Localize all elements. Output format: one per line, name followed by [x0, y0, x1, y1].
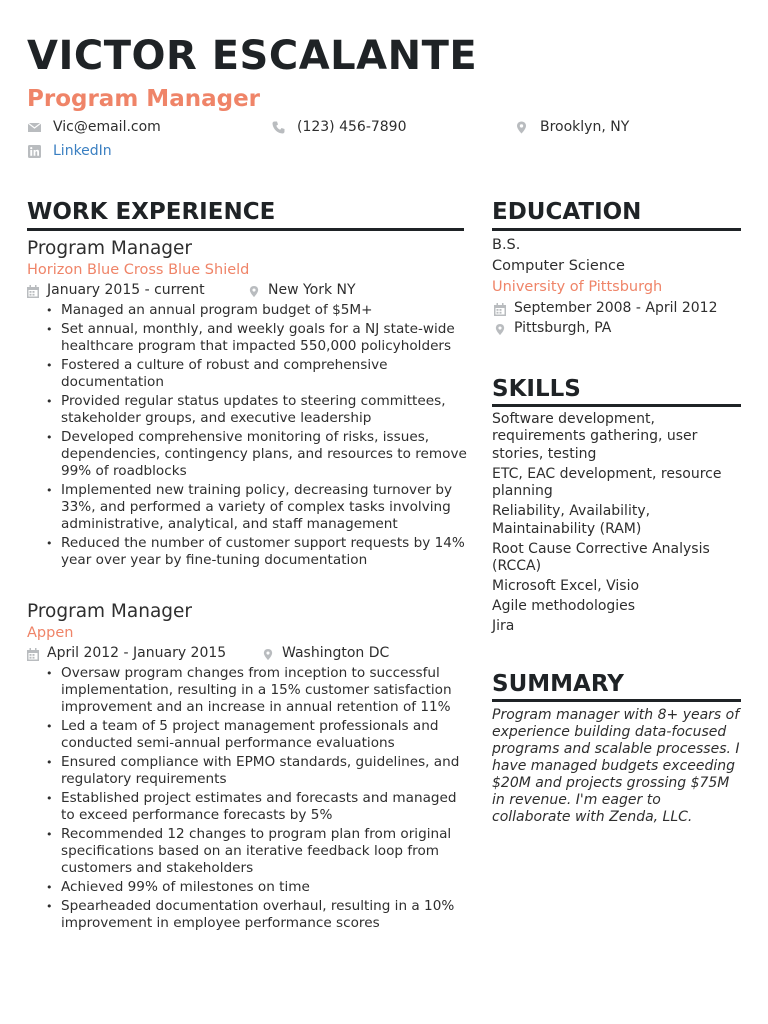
- education-field: Computer Science: [492, 258, 625, 274]
- job-meta: [27, 280, 467, 300]
- job-location: Washington DC: [282, 645, 390, 661]
- job-title: Program Manager: [27, 601, 193, 622]
- job-title: Program Manager: [27, 238, 193, 259]
- map-pin-icon: [515, 121, 528, 134]
- job-bullet: • Provided regular status updates to steering committees, stakeholder groups, and executive leadership: [27, 393, 467, 427]
- skill-item: Reliability, Availability, Maintainability (RAM): [492, 503, 651, 537]
- map-pin-icon: [494, 322, 506, 335]
- skill-item: ETC, EAC development, resource planning: [492, 465, 722, 500]
- job-bullet: • Recommended 12 changes to program plan from original specifications based on an iterative feedback loop from customers and stakeholders: [27, 826, 467, 877]
- resume-role: Program Manager: [27, 86, 261, 112]
- job-bullet: • Achieved 99% of milestones on time: [27, 879, 467, 896]
- education-school: University of Pittsburgh: [492, 279, 663, 295]
- phone-text: (123) 456-7890: [297, 119, 407, 135]
- skill-item: Jira: [492, 618, 515, 635]
- education-location-row: [494, 318, 742, 338]
- summary-text: Program manager with 8+ years of experience building data-focused programs and scalable processes. I have managed budgets exceeding $20M and projects grossing $75M in revenue. I'm eager to collaborate with Zenda, LLC.: [492, 707, 740, 825]
- map-pin-icon: [248, 284, 260, 297]
- contact-linkedin[interactable]: [28, 142, 112, 160]
- calendar-icon: [27, 284, 39, 297]
- phone-icon: [272, 121, 285, 134]
- education-degree: B.S.: [492, 237, 521, 253]
- job-bullet: • Reduced the number of customer support requests by 14% year over year by fine-tuning documentation: [27, 535, 467, 569]
- calendar-icon: [494, 302, 506, 315]
- resume-name: VICTOR ESCALANTE: [27, 33, 478, 79]
- summary-heading: SUMMARY: [492, 671, 624, 697]
- email-text: Vic@email.com: [53, 119, 161, 135]
- skills-heading: SKILLS: [492, 376, 581, 402]
- job-company: Appen: [27, 625, 74, 641]
- skill-item: Agile methodologies: [492, 598, 636, 615]
- education-entry: [492, 235, 742, 338]
- job-bullet: • Oversaw program changes from inception to successful implementation, resulting in a 15% customer satisfaction improvement and an increase in annual retention of 11%: [27, 665, 467, 716]
- education-dates-row: [494, 298, 742, 318]
- job-bullet: • Established project estimates and forecasts and managed to exceed performance forecasts by 5%: [27, 790, 467, 824]
- job-bullet: • Spearheaded documentation overhaul, resulting in a 10% improvement in employee performance scores: [27, 898, 467, 932]
- skill-item: Root Cause Corrective Analysis (RCCA): [492, 540, 710, 575]
- contact-location: [515, 118, 629, 136]
- job-dates: January 2015 - current: [47, 282, 205, 298]
- linkedin-link[interactable]: LinkedIn: [53, 143, 112, 159]
- contact-email: [28, 118, 161, 136]
- job-dates: April 2012 - January 2015: [47, 645, 227, 661]
- job-location: New York NY: [268, 282, 356, 298]
- education-dates: September 2008 - April 2012: [514, 300, 718, 316]
- job-entry-2: [27, 600, 467, 934]
- job-bullets: [27, 665, 467, 932]
- skill-item: Software development, requirements gathering, user stories, testing: [492, 411, 698, 462]
- work-experience-heading: WORK EXPERIENCE: [27, 199, 276, 225]
- skills-rule: [492, 404, 741, 407]
- skills-list: [492, 411, 732, 638]
- envelope-icon: [28, 121, 41, 134]
- map-pin-icon: [262, 647, 274, 660]
- calendar-icon: [27, 647, 39, 660]
- linkedin-icon: [28, 145, 41, 158]
- job-bullet: • Set annual, monthly, and weekly goals for a NJ state-wide healthcare program that impacted 550,000 policyholders: [27, 321, 467, 355]
- summary-rule: [492, 699, 741, 702]
- job-entry-1: [27, 237, 467, 571]
- job-bullet: • Ensured compliance with EPMO standards, guidelines, and regulatory requirements: [27, 754, 467, 788]
- education-heading: EDUCATION: [492, 199, 642, 225]
- education-location: Pittsburgh, PA: [514, 320, 612, 336]
- job-bullet: • Implemented new training policy, decreasing turnover by 33%, and performed a variety of complex tasks involving administrative, analytical, and staff management: [27, 482, 467, 533]
- work-experience-rule: [27, 228, 464, 231]
- job-meta: [27, 643, 467, 663]
- job-bullet: • Fostered a culture of robust and comprehensive documentation: [27, 357, 467, 391]
- job-bullet: • Managed an annual program budget of $5M+: [27, 302, 467, 319]
- education-rule: [492, 228, 741, 231]
- job-bullet: • Developed comprehensive monitoring of risks, issues, dependencies, contingency plans, and resources to remove 99% of roadblocks: [27, 429, 467, 480]
- job-bullets: [27, 302, 467, 569]
- job-company: Horizon Blue Cross Blue Shield: [27, 262, 250, 278]
- location-text: Brooklyn, NY: [540, 119, 630, 135]
- contact-phone: [272, 118, 407, 136]
- job-bullet: • Led a team of 5 project management professionals and conducted semi-annual performance evaluations: [27, 718, 467, 752]
- skill-item: Microsoft Excel, Visio: [492, 578, 640, 595]
